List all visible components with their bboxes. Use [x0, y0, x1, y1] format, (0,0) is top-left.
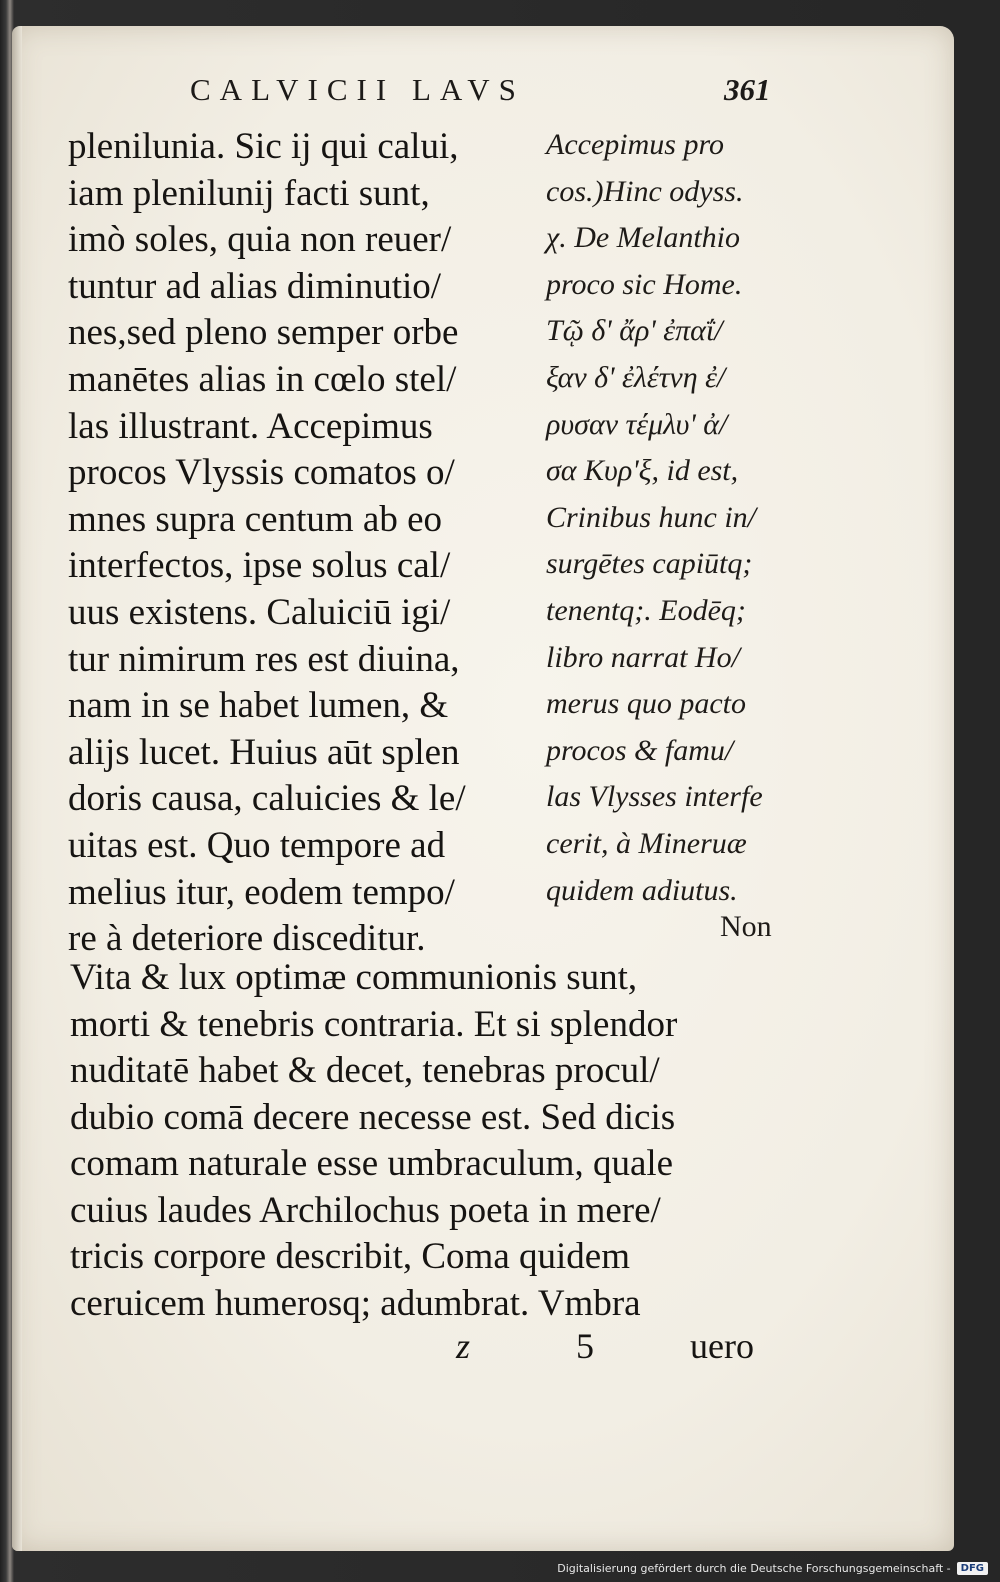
- signature-mark-letter: z: [456, 1326, 471, 1366]
- marginal-note: [546, 122, 796, 914]
- marginal-line: procos & famu/: [546, 733, 734, 767]
- marginal-line: quidem adiutus.: [546, 873, 738, 907]
- text-line: uitas est. Quo tempore ad: [68, 824, 446, 866]
- text-line: imò soles, quia non reuer/: [68, 219, 452, 261]
- marginal-line: cos.)Hinc odyss.: [546, 174, 744, 208]
- digitization-credit: [557, 1558, 988, 1578]
- marginal-line: Accepimus pro: [546, 128, 725, 161]
- text-line: Vita & lux optimæ communionis sunt,: [70, 957, 638, 998]
- page-header: [190, 72, 790, 112]
- text-line: nes,sed pleno semper orbe: [68, 312, 459, 354]
- text-line: tricis corpore describit, Coma quidem: [70, 1236, 630, 1277]
- page-number: 361: [724, 72, 771, 107]
- text-line: tuntur ad alias diminutio/: [68, 265, 442, 307]
- page-gutter: [12, 26, 22, 1551]
- text-line: cuius laudes Archilochus poeta in mere/: [70, 1189, 661, 1231]
- marginal-line: ξαν δ' ἐλέτνη ἐ/: [546, 360, 726, 394]
- catchword: uero: [690, 1326, 754, 1366]
- text-line: comam naturale esse umbraculum, quale: [70, 1143, 674, 1184]
- text-line: manētes alias in cœlo stel/: [68, 358, 457, 400]
- text-line: interfectos, ipse solus cal/: [68, 545, 451, 587]
- text-line: morti & tenebris contraria. Et si splendor: [70, 1003, 678, 1045]
- text-line: las illustrant. Accepimus: [68, 405, 433, 447]
- marginal-line: Crinibus hunc in/: [546, 500, 757, 534]
- marginal-line: las Vlysses interfe: [546, 780, 763, 814]
- marginal-line: tenentq;. Eodēq;: [546, 593, 746, 627]
- signature-mark-number: 5: [576, 1326, 594, 1366]
- marginal-line: proco sic Home.: [546, 267, 743, 301]
- text-line: alijs lucet. Huius aūt splen: [68, 731, 460, 773]
- marginal-line: libro narrat Ho/: [546, 640, 740, 674]
- marginal-line: Τῷ δ' ἄρ' ἐπαΐ/: [546, 314, 723, 348]
- marginal-line: ρυσαν τέμλυ' ἀ/: [546, 407, 728, 441]
- text-line: melius itur, eodem tempo/: [68, 871, 455, 913]
- text-line: plenilunia. Sic ij qui calui,: [68, 126, 459, 167]
- dfg-logo: DFG: [957, 1562, 988, 1575]
- text-line: tur nimirum res est diuina,: [68, 638, 460, 680]
- credit-text: Digitalisierung gefördert durch die Deutsche Forschungsgemeinschaft -: [557, 1561, 951, 1575]
- marginal-catchword: Non: [720, 910, 772, 943]
- marginal-line: merus quo pacto: [546, 687, 746, 721]
- marginal-line: surgētes capiūtq;: [546, 547, 753, 581]
- text-line: doris causa, caluicies & le/: [68, 778, 466, 820]
- running-title: CALVICII LAVS: [190, 72, 525, 107]
- marginal-line: σα Κυρ'ξ, id est,: [546, 454, 739, 488]
- marginal-line: χ. De Melanthio: [546, 221, 740, 255]
- text-line: mnes supra centum ab eo: [68, 498, 442, 540]
- text-line: iam plenilunij facti sunt,: [68, 172, 430, 214]
- text-line: procos Vlyssis comatos o/: [68, 452, 455, 494]
- text-line: dubio comā decere necesse est. Sed dicis: [70, 1096, 676, 1138]
- text-line: re à deteriore disceditur.: [68, 918, 426, 960]
- text-line: nam in se habet lumen, &: [68, 685, 449, 727]
- full-width-text: [70, 955, 790, 1327]
- text-line: nuditatē habet & decet, tenebras procul/: [70, 1050, 660, 1091]
- text-line: ceruicem humerosq; adumbrat. Vmbra: [70, 1282, 641, 1324]
- main-text-column: [68, 124, 548, 963]
- marginal-line: cerit, à Mineruæ: [546, 826, 747, 860]
- text-line: uus existens. Caluiciū igi/: [68, 591, 451, 633]
